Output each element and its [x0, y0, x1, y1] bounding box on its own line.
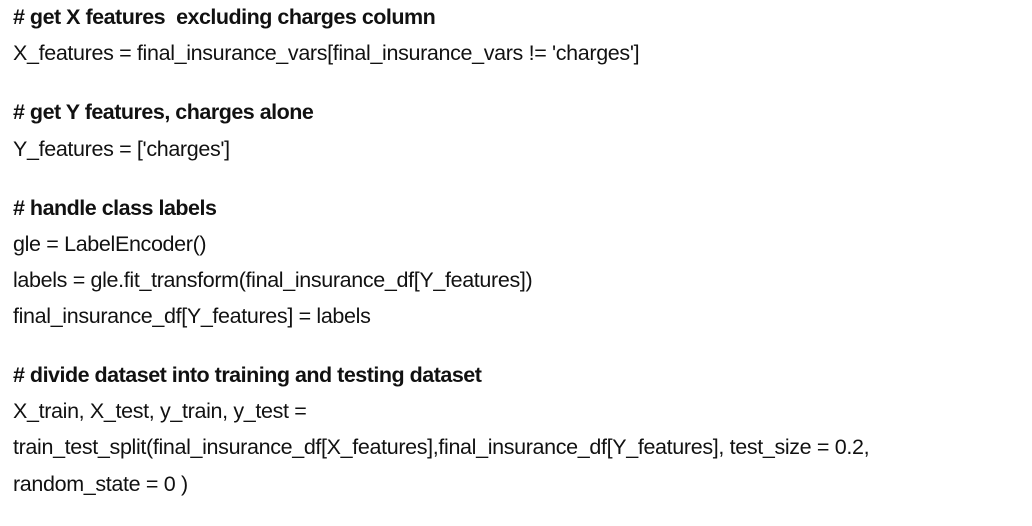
- comment-get-y-features: # get Y features, charges alone: [13, 100, 314, 124]
- code-line-fit-transform: labels = gle.fit_transform(final_insurance_df[Y_features]): [13, 268, 533, 292]
- code-line-assign-labels: final_insurance_df[Y_features] = labels: [13, 304, 371, 328]
- code-line-random-state: random_state = 0 ): [13, 472, 188, 496]
- code-line-train-test-split: train_test_split(final_insurance_df[X_features],final_insurance_df[Y_features], test_size = 0.2,: [13, 435, 870, 459]
- code-line-label-encoder: gle = LabelEncoder(): [13, 232, 207, 256]
- code-line-y-features: Y_features = ['charges']: [13, 137, 230, 161]
- comment-get-x-features: # get X features excluding charges column: [13, 5, 436, 29]
- comment-handle-class-labels: # handle class labels: [13, 196, 217, 220]
- code-line-split-targets: X_train, X_test, y_train, y_test =: [13, 399, 307, 423]
- code-line-x-features: X_features = final_insurance_vars[final_insurance_vars != 'charges']: [13, 41, 640, 65]
- comment-divide-dataset: # divide dataset into training and testing dataset: [13, 363, 482, 387]
